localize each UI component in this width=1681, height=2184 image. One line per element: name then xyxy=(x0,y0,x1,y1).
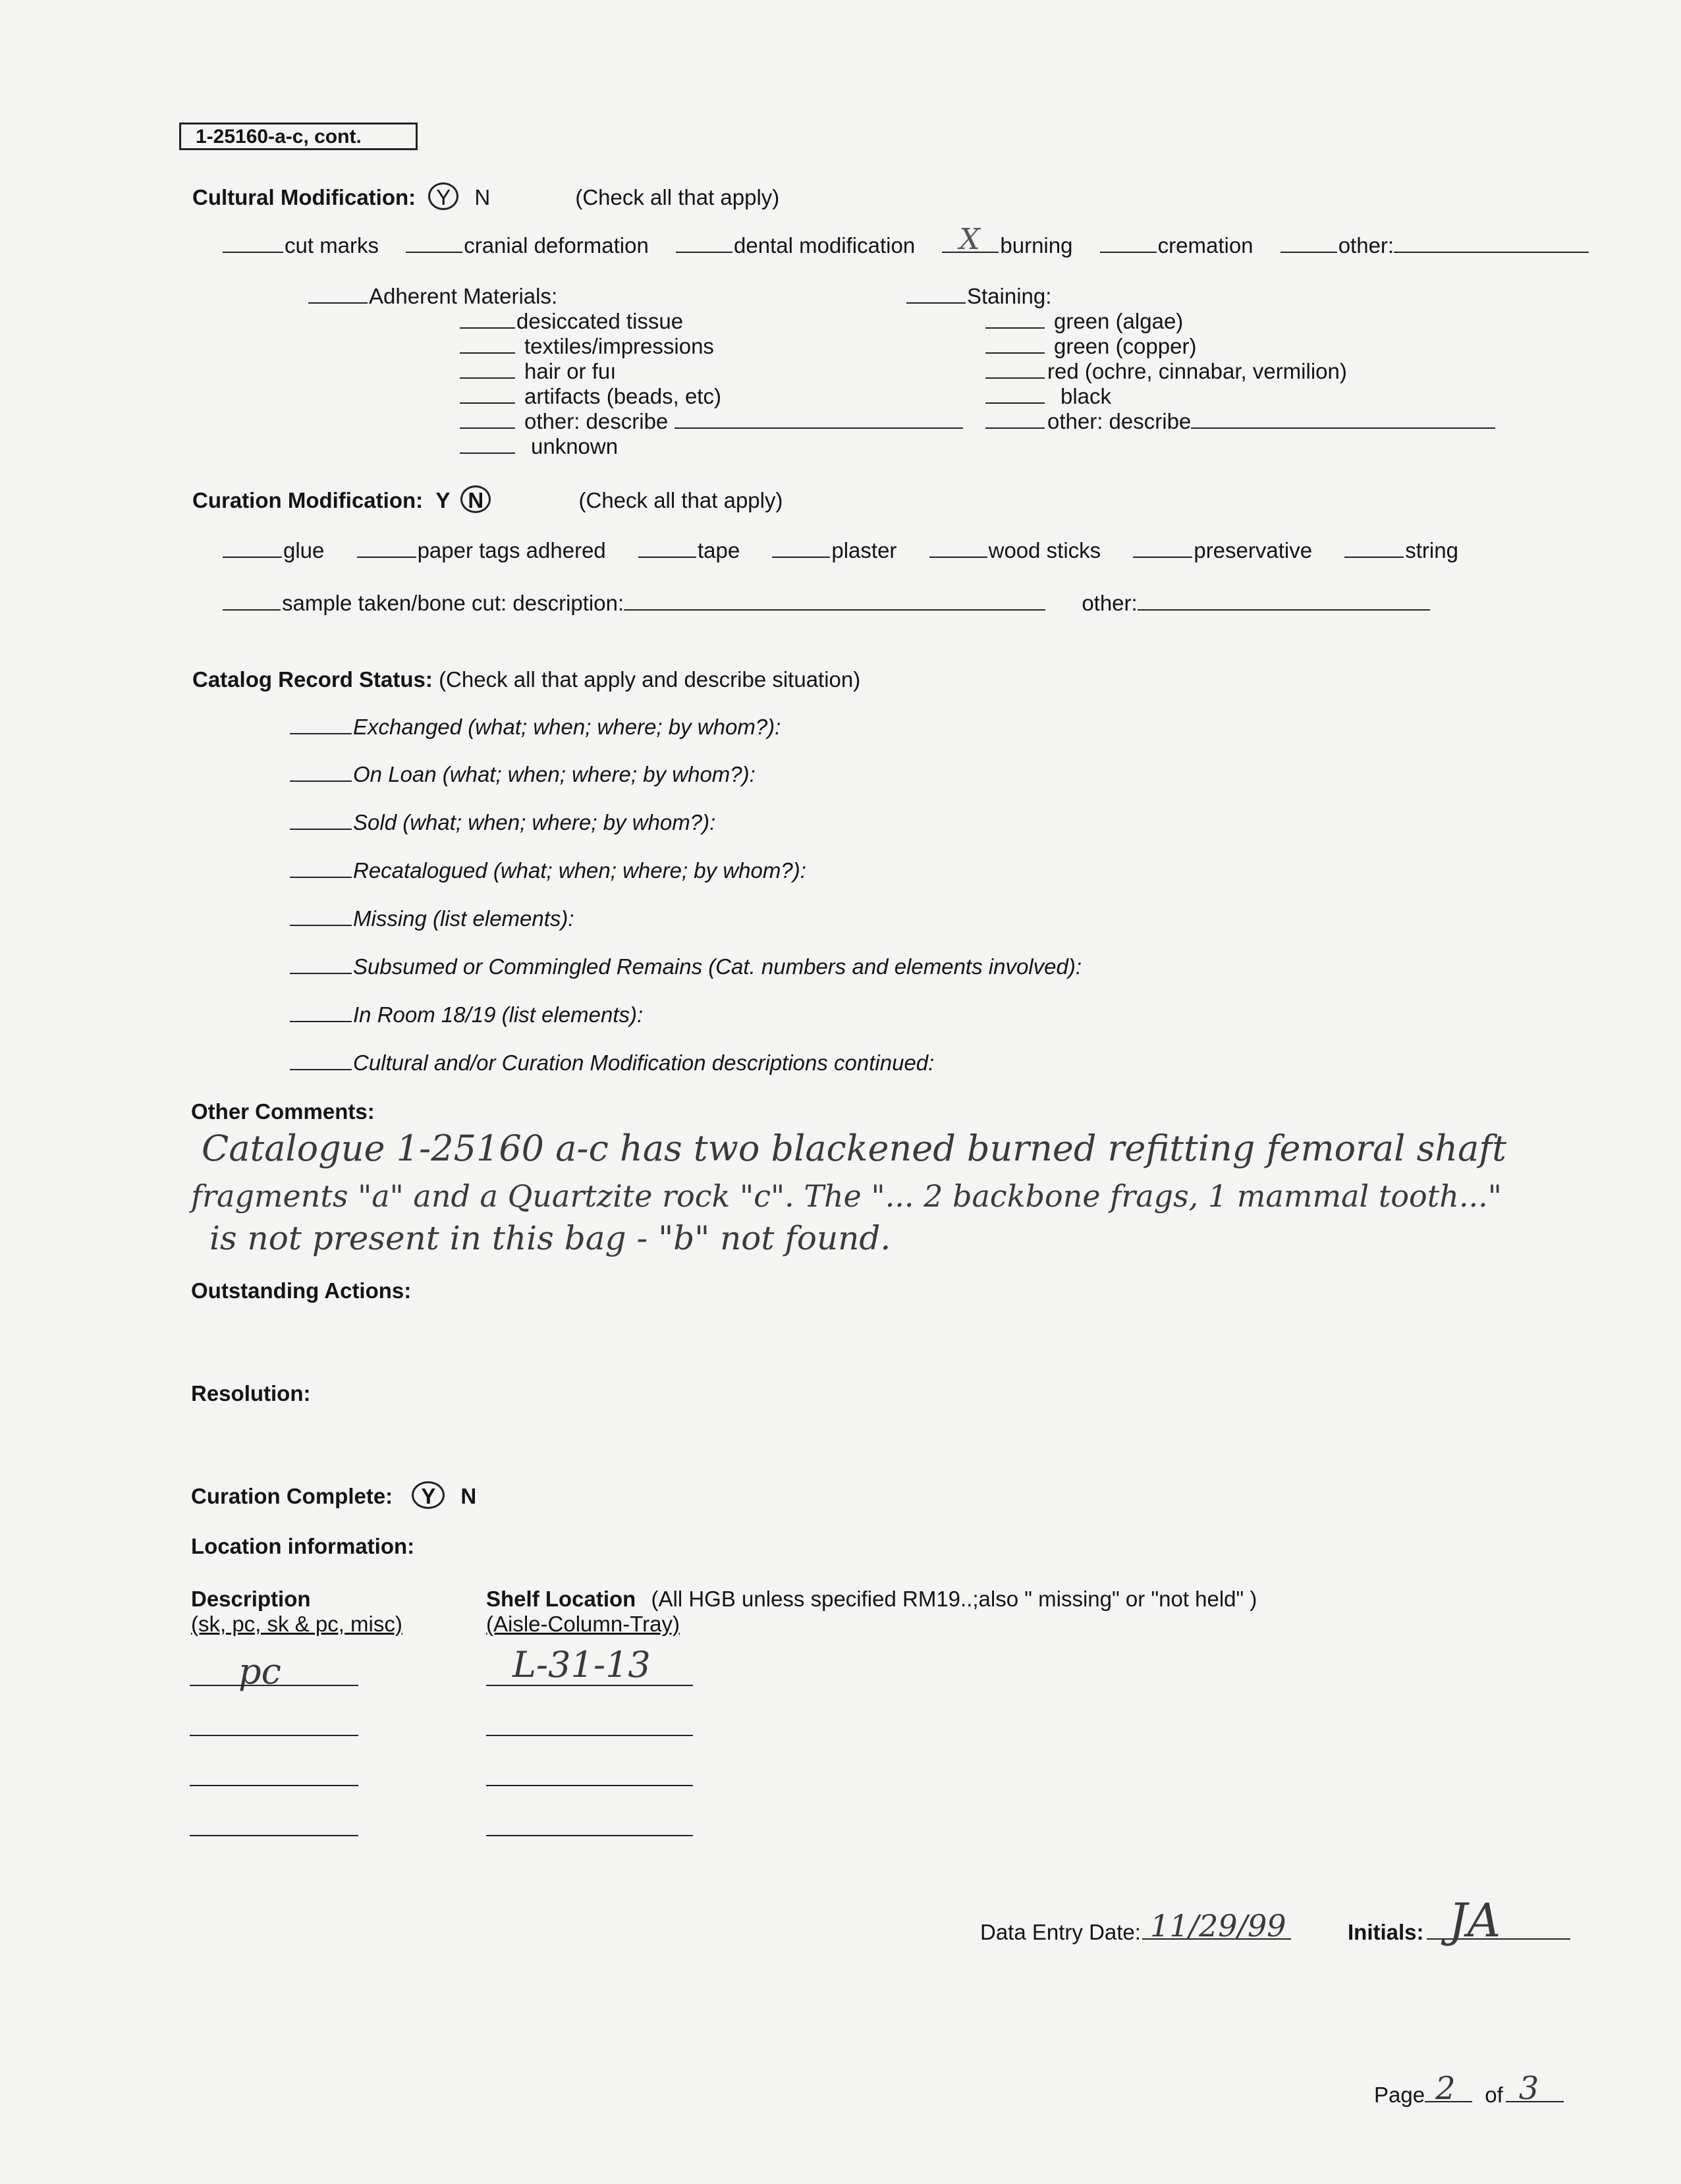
adherent-other-checkbox[interactable] xyxy=(460,409,515,429)
page-total-value: 3 xyxy=(1518,2070,1539,2107)
comment-line-3: is not present in this bag - "b" not found. xyxy=(209,1219,891,1257)
other-label: other: xyxy=(1338,233,1394,258)
description-line-3[interactable] xyxy=(190,1785,358,1786)
hair-checkbox[interactable] xyxy=(460,359,515,379)
plaster-checkbox[interactable] xyxy=(772,538,830,558)
resolution-title: Resolution: xyxy=(191,1381,311,1406)
location-information-title: Location information: xyxy=(191,1534,415,1558)
exchanged-label: Exchanged (what; when; where; by whom?): xyxy=(353,715,781,739)
catalog-item-room xyxy=(290,1002,643,1028)
wood-sticks-label: wood sticks xyxy=(988,538,1101,562)
cultural-instruction: (Check all that apply) xyxy=(575,185,780,209)
catalog-item-missing xyxy=(290,906,574,932)
catalog-status-title: Catalog Record Status: xyxy=(192,667,433,692)
sold-checkbox[interactable] xyxy=(290,810,352,830)
string-label: string xyxy=(1405,538,1458,562)
curation-other-label: other: xyxy=(1082,591,1138,615)
other-checkbox[interactable] xyxy=(1281,233,1337,253)
subsumed-label: Subsumed or Commingled Remains (Cat. numbers and elements involved): xyxy=(353,954,1082,979)
on-loan-label: On Loan (what; when; where; by whom?): xyxy=(353,762,756,786)
room-checkbox[interactable] xyxy=(290,1002,352,1022)
copper-label: green (copper) xyxy=(1054,334,1197,358)
data-entry-date-input[interactable] xyxy=(1142,1908,1291,1944)
curation-complete-no[interactable]: N xyxy=(460,1484,477,1508)
staining-item-red xyxy=(985,358,1347,385)
sample-label: sample taken/bone cut: description: xyxy=(282,591,624,615)
adherent-item-unknown xyxy=(460,433,618,460)
recatalogued-label: Recatalogued (what; when; where; by whom?): xyxy=(353,858,806,883)
preservative-checkbox[interactable] xyxy=(1133,538,1192,558)
data-entry-date-row xyxy=(980,1908,1292,1946)
continued-label: Cultural and/or Curation Modification descriptions continued: xyxy=(353,1051,935,1075)
catalog-status-instruction: (Check all that apply and describe situation) xyxy=(439,667,861,692)
black-checkbox[interactable] xyxy=(985,384,1045,404)
desiccated-checkbox[interactable] xyxy=(460,309,515,329)
comment-line-2: fragments "a" and a Quartzite rock "c". The "... 2 backbone frags, 1 mammal tooth..." xyxy=(191,1178,1502,1214)
plaster-label: plaster xyxy=(831,538,897,562)
curation-modification-title: Curation Modification: xyxy=(192,488,424,512)
adherent-item-desiccated xyxy=(460,308,683,335)
sample-description-input[interactable] xyxy=(624,591,1045,611)
curation-complete-yes-circled[interactable]: Y xyxy=(412,1481,445,1509)
room-label: In Room 18/19 (list elements): xyxy=(353,1002,644,1027)
missing-checkbox[interactable] xyxy=(290,906,352,926)
wood-sticks-checkbox[interactable] xyxy=(929,538,987,558)
description-line-2[interactable] xyxy=(190,1735,358,1736)
glue-label: glue xyxy=(283,538,325,562)
adherent-item-artifacts xyxy=(460,383,721,410)
adherent-materials-title: Adherent Materials: xyxy=(369,284,558,308)
red-label: red (ochre, cinnabar, vermilion) xyxy=(1047,359,1347,383)
data-entry-date-value: 11/29/99 xyxy=(1149,1908,1286,1944)
catalog-item-sold xyxy=(290,809,715,836)
staining-item-copper xyxy=(985,333,1196,360)
staining-title-row xyxy=(906,283,1051,310)
sold-label: Sold (what; when; where; by whom?): xyxy=(353,810,716,834)
of-label: of xyxy=(1485,2083,1503,2107)
staining-checkbox[interactable] xyxy=(906,284,966,304)
missing-label: Missing (list elements): xyxy=(353,906,574,931)
continued-checkbox[interactable] xyxy=(290,1051,352,1070)
black-label: black xyxy=(1061,384,1112,408)
dental-modification-checkbox[interactable] xyxy=(676,233,732,253)
page-number-input[interactable] xyxy=(1425,2070,1472,2107)
burning-check-mark: X xyxy=(959,223,980,256)
hair-label: hair or fuı xyxy=(524,359,617,383)
cranial-deformation-label: cranial deformation xyxy=(464,233,649,258)
desiccated-label: desiccated tissue xyxy=(516,309,684,333)
curation-other-input[interactable] xyxy=(1138,591,1430,611)
cremation-checkbox[interactable] xyxy=(1100,233,1157,253)
shelf-location-note: (All HGB unless specified RM19..;also " missing" or "not held" ) xyxy=(651,1587,1257,1611)
cultural-modification-row xyxy=(192,182,779,211)
copper-checkbox[interactable] xyxy=(985,334,1045,354)
cultural-modification-title: Cultural Modification: xyxy=(192,185,416,209)
cut-marks-checkbox[interactable] xyxy=(223,233,283,253)
cultural-no[interactable]: N xyxy=(474,185,491,209)
subsumed-checkbox[interactable] xyxy=(290,954,352,974)
curation-complete-title: Curation Complete: xyxy=(191,1484,393,1508)
paper-tags-checkbox[interactable] xyxy=(357,538,416,558)
curation-complete-row xyxy=(191,1481,476,1510)
description-title: Description xyxy=(191,1587,311,1611)
staining-title: Staining: xyxy=(967,284,1052,308)
cut-marks-label: cut marks xyxy=(285,233,379,258)
preservative-label: preservative xyxy=(1194,538,1313,562)
adherent-item-other xyxy=(460,408,964,435)
sample-row xyxy=(223,590,1431,616)
adherent-materials-checkbox[interactable] xyxy=(308,284,368,304)
initials-row xyxy=(1348,1894,1572,1948)
paper-tags-label: paper tags adhered xyxy=(417,538,606,562)
adherent-materials-title-row xyxy=(308,283,557,310)
cultural-yes-circled[interactable]: Y xyxy=(428,182,458,210)
initials-label: Initials: xyxy=(1348,1920,1424,1944)
curation-instruction: (Check all that apply) xyxy=(578,488,783,512)
recatalogued-checkbox[interactable] xyxy=(290,858,352,878)
catalog-item-on-loan xyxy=(290,761,756,788)
shelf-location-line-2[interactable] xyxy=(486,1735,693,1736)
artifacts-label: artifacts (beads, etc) xyxy=(524,384,721,408)
staining-item-algae xyxy=(985,308,1183,335)
curation-yes[interactable]: Y xyxy=(435,488,451,512)
shelf-location-title: Shelf Location xyxy=(486,1587,636,1611)
string-checkbox[interactable] xyxy=(1344,538,1404,558)
algae-checkbox[interactable] xyxy=(985,309,1045,329)
burning-checkbox[interactable] xyxy=(942,223,999,256)
data-entry-date-label: Data Entry Date: xyxy=(980,1920,1141,1944)
on-loan-checkbox[interactable] xyxy=(290,762,352,782)
outstanding-actions-title: Outstanding Actions: xyxy=(191,1278,412,1303)
page-label: Page xyxy=(1374,2083,1425,2107)
shelf-location-line-4[interactable] xyxy=(486,1835,693,1836)
other-input-line[interactable] xyxy=(1394,233,1589,253)
catalog-item-continued xyxy=(290,1050,934,1076)
exchanged-checkbox[interactable] xyxy=(290,715,352,734)
description-line-4[interactable] xyxy=(190,1835,358,1836)
shelf-location-subtitle: (Aisle-Column-Tray) xyxy=(486,1612,680,1636)
record-id-box: 1-25160-a-c, cont. xyxy=(179,123,418,150)
textiles-checkbox[interactable] xyxy=(460,334,515,354)
adherent-item-textiles xyxy=(460,333,714,360)
adherent-other-input[interactable] xyxy=(675,409,963,429)
staining-other-label: other: describe xyxy=(1047,409,1192,433)
cultural-options-row xyxy=(223,223,1590,259)
staining-other-checkbox[interactable] xyxy=(985,409,1045,429)
shelf-location-value: L-31-13 xyxy=(512,1644,651,1685)
unknown-checkbox[interactable] xyxy=(460,434,515,454)
tape-checkbox[interactable] xyxy=(638,538,696,558)
catalog-item-subsumed xyxy=(290,954,1082,980)
dental-modification-label: dental modification xyxy=(734,233,916,258)
curation-no-circled[interactable]: N xyxy=(460,485,491,513)
shelf-location-line-1[interactable] xyxy=(486,1685,693,1686)
page-total-input[interactable] xyxy=(1506,2070,1564,2107)
page-number-value: 2 xyxy=(1435,2070,1456,2107)
cranial-deformation-checkbox[interactable] xyxy=(406,233,462,253)
glue-checkbox[interactable] xyxy=(223,538,282,558)
description-value: pc xyxy=(238,1651,281,1692)
catalog-status-row xyxy=(192,667,860,693)
initials-value: JA xyxy=(1448,1894,1501,1948)
adherent-item-hair xyxy=(460,358,616,385)
artifacts-checkbox[interactable] xyxy=(460,384,515,404)
adherent-other-label: other: describe xyxy=(524,409,669,433)
cremation-label: cremation xyxy=(1157,233,1254,258)
comment-line-1: Catalogue 1-25160 a-c has two blackened burned refitting femoral shaft xyxy=(202,1128,1506,1169)
description-subtitle: (sk, pc, sk & pc, misc) xyxy=(191,1612,402,1636)
initials-input[interactable] xyxy=(1427,1894,1570,1948)
sample-checkbox[interactable] xyxy=(223,591,281,611)
catalog-item-exchanged xyxy=(290,714,781,740)
algae-label: green (algae) xyxy=(1054,309,1184,333)
tape-label: tape xyxy=(697,538,740,562)
other-comments-title: Other Comments: xyxy=(191,1099,375,1124)
catalog-item-recatalogued xyxy=(290,858,806,884)
staining-other-input[interactable] xyxy=(1191,409,1495,429)
textiles-label: textiles/impressions xyxy=(524,334,714,358)
unknown-label: unknown xyxy=(531,434,619,458)
page-number-row xyxy=(1374,2070,1565,2108)
shelf-location-row xyxy=(486,1586,1257,1612)
staining-item-black xyxy=(985,383,1111,410)
description-line-1[interactable] xyxy=(190,1685,358,1686)
burning-label: burning xyxy=(1000,233,1073,258)
curation-options-row xyxy=(223,537,1458,564)
curation-modification-row xyxy=(192,485,783,514)
shelf-location-line-3[interactable] xyxy=(486,1785,693,1786)
red-checkbox[interactable] xyxy=(985,359,1045,379)
staining-item-other xyxy=(985,408,1497,435)
